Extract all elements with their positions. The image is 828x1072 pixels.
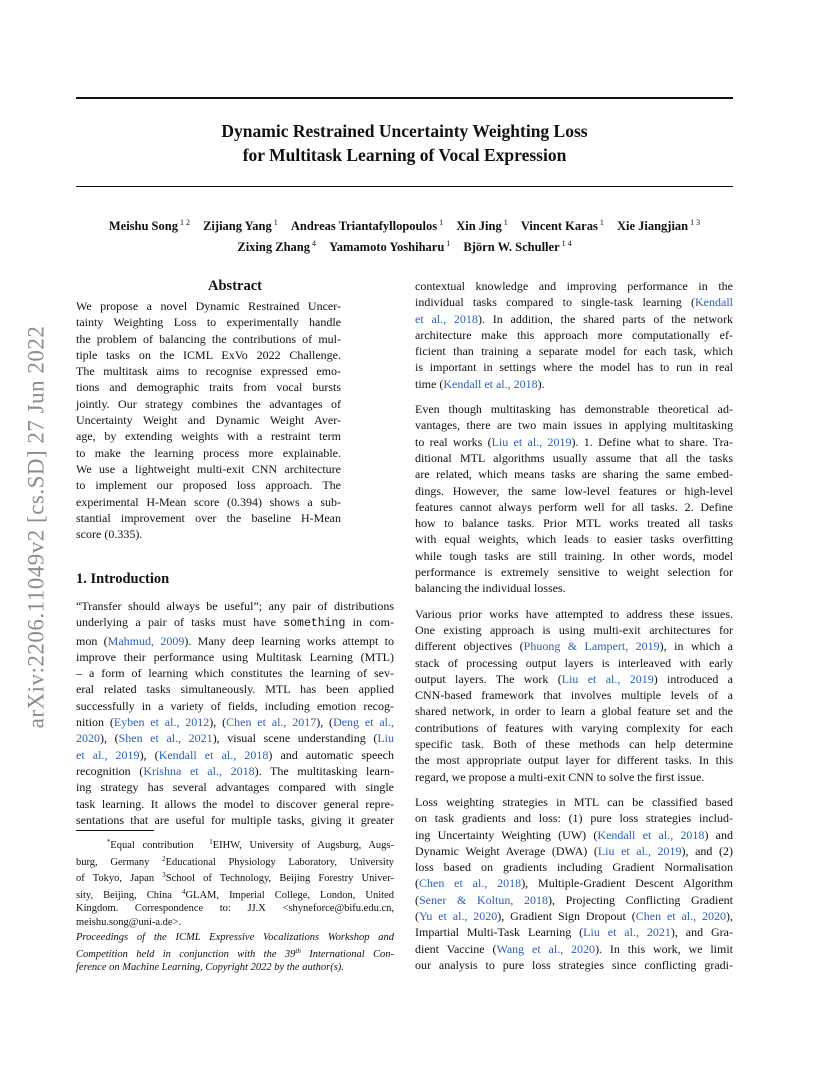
footnote-line: Kingdom. Correspondence to: JJ.X <shyneforce@bifu.edu.cn, xyxy=(76,903,394,914)
abstract-line: stantial improvement over the baseline H-Mean xyxy=(76,510,341,525)
abstract-line: tiple tasks on the ICML ExVo 2022 Challenge. xyxy=(76,347,341,362)
introduction-line: nition (Eyben et al., 2012), (Chen et al., 2017), (Deng et al., xyxy=(76,715,395,730)
body-line: vantages, there are two main issues in applying multitasking xyxy=(415,418,733,433)
body-line: ing Uncertainty Weighting (UW) (Kendall et al., 2018) and xyxy=(415,827,733,842)
citation-link[interactable]: Deng et al., xyxy=(333,715,395,730)
body-line: ditional MTL algorithms usually assume that all the tasks xyxy=(415,450,733,465)
footnote-line: burg, Germany $^2$Educational Physiology Laboratory, University xyxy=(76,854,395,868)
citation-link[interactable]: Liu et al., 2019 xyxy=(597,843,682,858)
abstract-line: We propose a novel Dynamic Restrained Uncer- xyxy=(76,299,341,313)
arxiv-identifier-text: arXiv:2206.11049v2 [cs.SD] 27 Jun 2022 xyxy=(23,325,49,729)
introduction-line: mon (Mahmud, 2009). Many deep learning works attempt to xyxy=(76,633,394,648)
citation-link[interactable]: Liu xyxy=(377,731,395,746)
author: Björn W. Schuller $^{1 4}$ xyxy=(463,239,572,254)
body-line: output layers. The work (Liu et al., 2019) introduced a xyxy=(415,671,733,686)
abstract-section xyxy=(76,276,394,542)
body-line: (Sener & Koltun, 2018), Projecting Conflicting Gradient xyxy=(415,892,733,907)
body-paragraph xyxy=(415,606,733,785)
body-line: architecture make this approach more computationally ef- xyxy=(415,327,733,342)
body-line: how to balance tasks. Prior MTL works treated all tasks xyxy=(415,516,733,531)
introduction-line: underlying a pair of tasks must have something in com- xyxy=(76,615,394,631)
body-line: our analysis to pure loss strategies since conflicting gradi- xyxy=(415,957,733,972)
body-line: on task gradients and loss: (1) pure loss strategies includ- xyxy=(415,811,733,826)
citation-link[interactable]: Krishna et al., 2018 xyxy=(143,763,255,778)
body-line: to real works (Liu et al., 2019). 1. Define what to share. Tra- xyxy=(415,434,733,449)
author: Xie Jiangjian $^{1 3}$ xyxy=(616,218,701,233)
proceedings-line: ference on Machine Learning, Copyright 2022 by the author(s). xyxy=(76,962,344,973)
abstract-line: to implement our proposed loss approach. The xyxy=(76,478,341,493)
body-line: features cannot always perform well for all tasks. 2. Define xyxy=(415,499,733,514)
author: Meishu Song $^{1 2}$ xyxy=(108,218,190,233)
body-line: dient Vaccine (Wang et al., 2020). In this work, we limit xyxy=(415,941,734,956)
body-paragraph xyxy=(415,794,733,973)
paper-title xyxy=(76,119,733,167)
abstract-line: tainty Weighting Loss to experimentally handle xyxy=(76,315,341,330)
body-line: while tough tasks are still training. In other words, model xyxy=(415,548,733,563)
arxiv-identifier xyxy=(16,292,56,762)
introduction-line: task learning. It allows the model to discover general repre- xyxy=(76,796,394,811)
body-line: One existing approach is using multi-exit architectures for xyxy=(415,622,733,637)
footnote-line: meishu.song@uni-a.de>. xyxy=(76,916,182,928)
citation-link[interactable]: 2020 xyxy=(76,731,100,746)
proceedings-line: Competition held in conjunction with the 39th International Con- xyxy=(76,946,394,960)
citation-link[interactable]: Kendall et al., 2018 xyxy=(158,747,269,762)
citation-link[interactable]: Wang et al., 2020 xyxy=(496,941,596,956)
citation-link[interactable]: Chen et al., 2018 xyxy=(419,876,522,891)
abstract-line: to make the learning process more explainable. xyxy=(76,445,341,460)
title-line-1: Dynamic Restrained Uncertainty Weighting Loss xyxy=(221,121,588,141)
body-line: with equal weights, which leads to easier tasks overfitting xyxy=(415,532,733,547)
body-line: shared network, in order to learn a global feature set and the xyxy=(415,704,733,719)
footnote-line: *Equal contribution $^1$EIHW, University of Augsburg, Augs- xyxy=(106,838,395,851)
citation-link[interactable]: Sener & Koltun, 2018 xyxy=(419,892,549,907)
introduction-line: – a form of learning which constitutes the learning of sev- xyxy=(76,666,394,681)
author: Vincent Karas $^1$ xyxy=(520,218,604,233)
citation-link[interactable]: Liu et al., 2019 xyxy=(561,671,654,686)
body-line: balancing the individual losses. xyxy=(415,581,566,596)
body-line: is important in settings where the model has to run in real xyxy=(415,360,733,375)
citation-link[interactable]: Kendall et al., 2018 xyxy=(597,827,705,842)
body-line: contributions of features with varying complexity for each xyxy=(415,720,733,735)
body-paragraph xyxy=(415,278,733,392)
abstract-heading: Abstract xyxy=(208,278,262,294)
section-heading-introduction: 1. Introduction xyxy=(76,571,170,587)
body-line: contextual knowledge and improving performance in the xyxy=(415,279,733,293)
footnote-rule xyxy=(76,830,154,831)
author-row-1 xyxy=(76,214,733,235)
citation-link[interactable]: Phuong & Lampert, 2019 xyxy=(523,639,660,654)
author: Yamamoto Yoshiharu $^1$ xyxy=(329,239,451,254)
citation-link[interactable]: et al., 2019 xyxy=(76,747,140,762)
body-line: stack of processing output layers is interleaved with early xyxy=(415,655,733,670)
body-line: the most appropriate output layer for different tasks. In this xyxy=(415,753,733,768)
body-line: CNN-based framework that involves multiple levels of a xyxy=(415,688,733,703)
citation-link[interactable]: Mahmud, 2009 xyxy=(107,633,185,648)
author: Zixing Zhang $^4$ xyxy=(237,239,316,254)
abstract-line: age, by extending weights with a restraint term xyxy=(76,429,341,444)
proceedings-note xyxy=(76,931,394,975)
body-line: (Yu et al., 2020), Gradient Sign Dropout (Chen et al., 2020), xyxy=(415,908,734,923)
author: Zijiang Yang $^1$ xyxy=(203,218,278,233)
citation-link[interactable]: Eyben et al., 2012 xyxy=(113,715,210,730)
proceedings-line: Proceedings of the ICML Expressive Vocalizations Workshop and xyxy=(76,932,394,943)
body-line: are related, which means tasks are sharing the same embed- xyxy=(415,467,733,482)
abstract-line: jointly. Our strategy combines the advantages of xyxy=(76,396,341,411)
introduction-line: improve their performance using Multitask Learning (MTL) xyxy=(76,649,394,664)
introduction-line: et al., 2019), (Kendall et al., 2018) and automatic speech xyxy=(76,747,394,762)
body-line: Even though multitasking has demonstrable theoretical ad- xyxy=(415,402,733,417)
body-paragraph xyxy=(415,401,733,597)
abstract-body xyxy=(76,298,341,542)
abstract-line: score (0.335). xyxy=(76,527,143,542)
author-row-2 xyxy=(76,235,733,256)
author: Andreas Triantafyllopoulos $^1$ xyxy=(290,218,444,233)
introduction-line: recognition (Krishna et al., 2018). The multitasking learn- xyxy=(76,763,394,778)
abstract-line: tions and demographic traits from vocal bursts xyxy=(76,380,341,395)
body-line: loss based on gradients including Gradient Normalisation xyxy=(415,860,733,875)
author: Xin Jing $^1$ xyxy=(456,218,508,233)
body-line: individual tasks compared to single-task learning (Kendall xyxy=(415,295,733,310)
abstract-line: We use a lightweight multi-exit CNN architecture xyxy=(76,461,341,476)
introduction-line: “Transfer should always be useful”; any pair of distributions xyxy=(76,599,394,613)
footnote-line: of Tokyo, Japan $^3$School of Technology, Beijing Forestry Univer- xyxy=(76,871,394,884)
body-line: time (Kendall et al., 2018). xyxy=(415,376,545,391)
introduction-line: ing strategy has several advantages compared with single xyxy=(76,780,394,795)
body-line: performance is extremely sensitive to weight selection for xyxy=(415,565,733,580)
monospace-term: something xyxy=(283,617,346,631)
introduction-line: eral related tasks simultaneously. MTL has been applied xyxy=(76,682,394,697)
body-line: regard, we propose a multi-exit CNN to solve the first issue. xyxy=(415,769,705,784)
author-list xyxy=(76,214,733,256)
citation-link[interactable]: et al., 2018 xyxy=(415,311,478,326)
citation-link[interactable]: Liu et al., 2021 xyxy=(583,925,671,940)
footnote-line: sity, Beijing, China $^4$GLAM, Imperial College, London, United xyxy=(76,887,394,901)
right-column xyxy=(415,278,733,982)
title-rule-top xyxy=(76,97,733,99)
citation-link[interactable]: Liu et al., 2019 xyxy=(491,434,572,449)
abstract-line: the problem of balancing the contributions of mul- xyxy=(76,331,341,346)
abstract-line: Uncertainty Weight and Dynamic Weight Aver- xyxy=(76,413,341,428)
body-line: et al., 2018). In addition, the shared parts of the network xyxy=(415,311,733,326)
body-line: Dynamic Weight Average (DWA) (Liu et al., 2019), and (2) xyxy=(415,843,733,858)
introduction-line: successfully in a variety of fields, including emotion recog- xyxy=(76,698,394,713)
body-line: different objectives (Phuong & Lampert, 2019), in which a xyxy=(415,639,733,654)
footnote xyxy=(76,836,394,929)
body-line: specific task. Both of these methods can help determine xyxy=(415,737,733,752)
body-line: Loss weighting strategies in MTL can be classified based xyxy=(415,794,733,809)
citation-link[interactable]: Shen et al., 2021 xyxy=(118,731,213,746)
title-rule-bottom xyxy=(76,186,733,187)
citation-link[interactable]: Kendall et al., 2018 xyxy=(443,376,538,391)
title-line-2: for Multitask Learning of Vocal Expression xyxy=(242,145,567,165)
abstract-line: experimental H-Mean score (0.394) shows a sub- xyxy=(76,494,341,509)
citation-link[interactable]: Yu et al., 2020 xyxy=(419,908,498,923)
body-line: Impartial Multi-Task Learning (Liu et al., 2021), and Gra- xyxy=(415,925,733,940)
citation-link[interactable]: Chen et al., 2017 xyxy=(226,715,317,730)
citation-link[interactable]: Chen et al., 2020 xyxy=(635,908,727,923)
body-line: dings. However, the same low-level features or high-level xyxy=(415,483,733,498)
introduction-paragraph xyxy=(76,598,394,828)
body-line: ficient than training a separate model for each task, which xyxy=(415,344,733,359)
introduction-line: 2020), (Shen et al., 2021), visual scene understanding (Liu xyxy=(76,731,395,746)
abstract-line: The multitask aims to recognise expressed emo- xyxy=(76,364,341,379)
citation-link[interactable]: Kendall xyxy=(695,295,733,310)
introduction-line: sentations that are useful for multiple tasks, giving it greater xyxy=(76,812,394,827)
body-line: (Chen et al., 2018), Multiple-Gradient Descent Algorithm xyxy=(415,876,734,891)
body-line: Various prior works have attempted to address these issues. xyxy=(415,606,733,621)
